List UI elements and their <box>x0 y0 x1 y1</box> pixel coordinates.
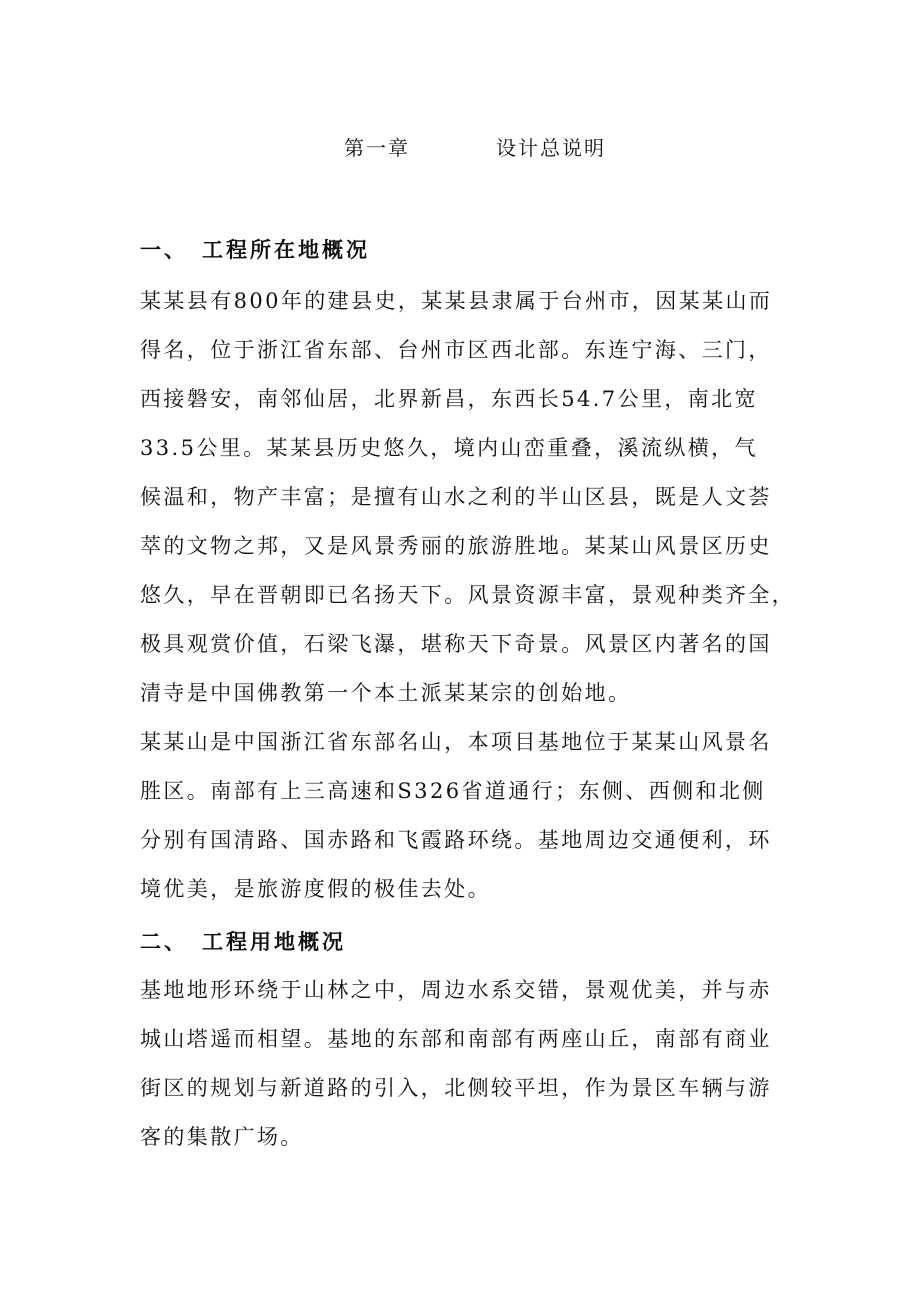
section-2-title: 工程用地概况 <box>202 930 346 954</box>
section-1-heading <box>140 234 370 264</box>
text-line: 得名，位于浙江省东部、台州市区西北部。东连宁海、三门， <box>140 338 772 362</box>
text-line: 街区的规划与新道路的引入，北侧较平坦，作为景区车辆与游 <box>140 1076 772 1100</box>
chapter-number: 第一章 <box>344 136 410 160</box>
text-line: 基地地形环绕于山林之中，周边水系交错，景观优美，并与赤 <box>140 978 772 1002</box>
text-line: 分别有国清路、国赤路和飞霞路环绕。基地周边交通便利，环 <box>140 828 772 852</box>
text-line: 萃的文物之邦，又是风景秀丽的旅游胜地。某某山风景区历史 <box>140 534 772 558</box>
chapter-name: 设计总说明 <box>496 136 606 160</box>
section-1-number: 一、 <box>140 238 188 262</box>
text-line: 城山塔遥而相望。基地的东部和南部有两座山丘，南部有商业 <box>140 1027 772 1051</box>
text-line: 境优美，是旅游度假的极佳去处。 <box>140 877 491 901</box>
section-1-title: 工程所在地概况 <box>202 238 370 262</box>
text-line: 某某山是中国浙江省东部名山，本项目基地位于某某山风景名 <box>140 730 772 754</box>
text-line: 极具观赏价值，石梁飞瀑，堪称天下奇景。风景区内著名的国 <box>140 632 772 656</box>
text-line: 胜区。南部有上三高速和S326省道通行；东侧、西侧和北侧 <box>140 779 766 803</box>
section-2-number: 二、 <box>140 930 188 954</box>
text-line: 西接磐安，南邻仙居，北界新昌，东西长54.7公里，南北宽 <box>140 387 758 411</box>
text-line: 客的集散广场。 <box>140 1125 304 1149</box>
text-line: 清寺是中国佛教第一个本土派某某宗的创始地。 <box>140 681 632 705</box>
text-line: 某某县有800年的建县史，某某县隶属于台州市，因某某山而 <box>140 289 773 313</box>
text-line: 悠久，早在晋朝即已名扬天下。风景资源丰富，景观种类齐全， <box>140 583 796 607</box>
text-line: 候温和，物产丰富；是擅有山水之利的半山区县，既是人文荟 <box>140 485 772 509</box>
text-line: 33.5公里。某某县历史悠久，境内山峦重叠，溪流纵横，气 <box>140 436 758 460</box>
section-2-heading <box>140 926 346 956</box>
